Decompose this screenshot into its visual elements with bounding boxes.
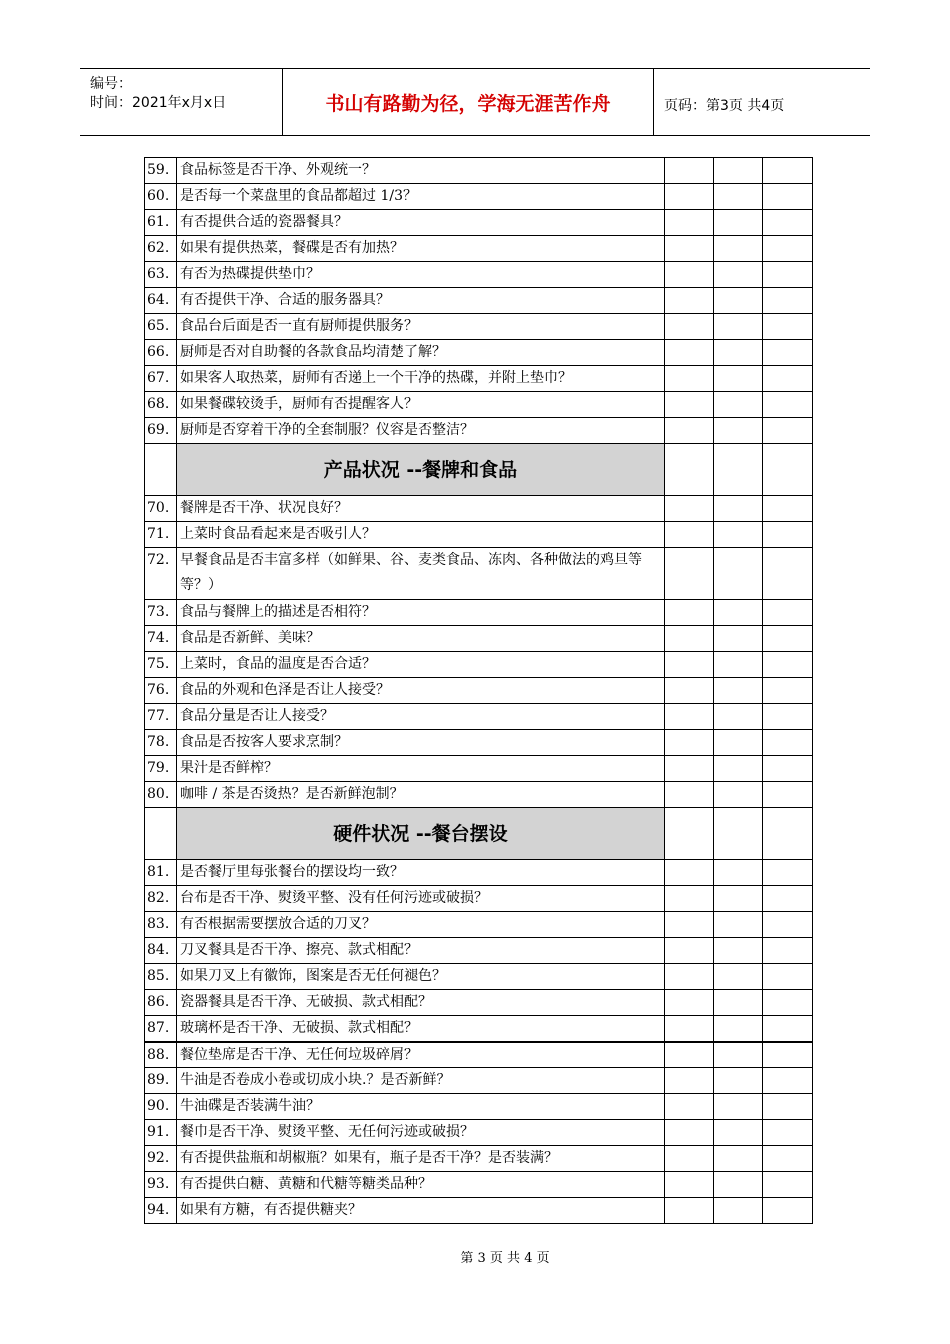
table-row bbox=[145, 912, 813, 938]
check-cell bbox=[714, 444, 763, 496]
check-cell[interactable] bbox=[763, 886, 813, 912]
item-number: 88. bbox=[145, 1042, 177, 1068]
check-cell[interactable] bbox=[665, 756, 714, 782]
item-number: 91. bbox=[145, 1120, 177, 1146]
check-cell[interactable] bbox=[665, 1094, 714, 1120]
check-cell[interactable] bbox=[714, 600, 763, 626]
check-cell[interactable] bbox=[763, 1016, 813, 1042]
table-row bbox=[145, 600, 813, 626]
item-question: 果汁是否鲜榨？ bbox=[177, 756, 665, 782]
check-cell[interactable] bbox=[763, 1068, 813, 1094]
item-question: 有否根据需要摆放合适的刀叉？ bbox=[177, 912, 665, 938]
item-number: 68. bbox=[145, 392, 177, 418]
check-cell bbox=[665, 808, 714, 860]
item-number: 60. bbox=[145, 184, 177, 210]
table-row bbox=[145, 860, 813, 886]
check-cell[interactable] bbox=[763, 782, 813, 808]
check-cell[interactable] bbox=[714, 210, 763, 236]
item-question: 牛油是否卷成小卷或切成小块.？是否新鲜？ bbox=[177, 1068, 665, 1094]
check-cell[interactable] bbox=[714, 158, 763, 184]
item-question: 如果刀叉上有徽饰，图案是否无任何褪色？ bbox=[177, 964, 665, 990]
check-cell[interactable] bbox=[714, 756, 763, 782]
checklist-table bbox=[144, 157, 813, 1224]
check-cell[interactable] bbox=[714, 496, 763, 522]
check-cell[interactable] bbox=[665, 1172, 714, 1198]
item-question: 有否为热碟提供垫巾？ bbox=[177, 262, 665, 288]
item-question: 是否餐厅里每张餐台的摆设均一致？ bbox=[177, 860, 665, 886]
check-cell[interactable] bbox=[714, 964, 763, 990]
section-heading: 硬件状况 --餐台摆设 bbox=[177, 808, 665, 860]
check-cell[interactable] bbox=[665, 600, 714, 626]
item-question: 刀叉餐具是否干净、擦亮、款式相配？ bbox=[177, 938, 665, 964]
item-question: 厨师是否对自助餐的各款食品均清楚了解？ bbox=[177, 340, 665, 366]
table-row bbox=[145, 938, 813, 964]
table-row bbox=[145, 886, 813, 912]
table-row bbox=[145, 340, 813, 366]
header-info-cell bbox=[80, 69, 283, 135]
item-question: 食品是否按客人要求烹制？ bbox=[177, 730, 665, 756]
check-cell[interactable] bbox=[763, 964, 813, 990]
check-cell[interactable] bbox=[665, 1042, 714, 1068]
item-number: 86. bbox=[145, 990, 177, 1016]
check-cell[interactable] bbox=[763, 1094, 813, 1120]
date-label: 时间：2021年x月x日 bbox=[90, 95, 227, 111]
item-question: 有否提供盐瓶和胡椒瓶？如果有，瓶子是否干净？是否装满？ bbox=[177, 1146, 665, 1172]
check-cell[interactable] bbox=[714, 1042, 763, 1068]
check-cell[interactable] bbox=[763, 626, 813, 652]
check-cell[interactable] bbox=[763, 730, 813, 756]
table-row bbox=[145, 678, 813, 704]
item-number: 74. bbox=[145, 626, 177, 652]
check-cell[interactable] bbox=[763, 288, 813, 314]
check-cell[interactable] bbox=[714, 860, 763, 886]
table-row bbox=[145, 418, 813, 444]
item-number: 90. bbox=[145, 1094, 177, 1120]
check-cell[interactable] bbox=[763, 860, 813, 886]
item-number: 93. bbox=[145, 1172, 177, 1198]
item-number: 83. bbox=[145, 912, 177, 938]
section-heading: 产品状况 --餐牌和食品 bbox=[177, 444, 665, 496]
check-cell[interactable] bbox=[714, 184, 763, 210]
table-row bbox=[145, 1068, 813, 1094]
item-question: 早餐食品是否丰富多样（如鲜果、谷、麦类食品、冻肉、各种做法的鸡旦等等？） bbox=[177, 548, 665, 600]
table-row bbox=[145, 1120, 813, 1146]
check-cell[interactable] bbox=[714, 1068, 763, 1094]
item-question: 如果客人取热菜，厨师有否递上一个干净的热碟，并附上垫巾？ bbox=[177, 366, 665, 392]
item-number: 80. bbox=[145, 782, 177, 808]
item-question: 食品是否新鲜、美味？ bbox=[177, 626, 665, 652]
check-cell[interactable] bbox=[665, 730, 714, 756]
item-number: 71. bbox=[145, 522, 177, 548]
check-cell bbox=[763, 444, 813, 496]
check-cell[interactable] bbox=[714, 912, 763, 938]
table-row bbox=[145, 496, 813, 522]
check-cell[interactable] bbox=[763, 236, 813, 262]
item-number: 78. bbox=[145, 730, 177, 756]
table-row bbox=[145, 522, 813, 548]
item-question: 玻璃杯是否干净、无破损、款式相配？ bbox=[177, 1016, 665, 1042]
check-cell[interactable] bbox=[665, 314, 714, 340]
check-cell[interactable] bbox=[763, 392, 813, 418]
check-cell[interactable] bbox=[763, 1172, 813, 1198]
check-cell[interactable] bbox=[714, 1198, 763, 1224]
check-cell[interactable] bbox=[665, 886, 714, 912]
check-cell[interactable] bbox=[714, 340, 763, 366]
item-question: 食品分量是否让人接受？ bbox=[177, 704, 665, 730]
check-cell[interactable] bbox=[714, 392, 763, 418]
check-cell[interactable] bbox=[763, 548, 813, 600]
check-cell[interactable] bbox=[763, 340, 813, 366]
check-cell[interactable] bbox=[665, 392, 714, 418]
check-cell[interactable] bbox=[763, 678, 813, 704]
check-cell[interactable] bbox=[714, 938, 763, 964]
check-cell[interactable] bbox=[714, 1094, 763, 1120]
table-row bbox=[145, 626, 813, 652]
item-number: 65. bbox=[145, 314, 177, 340]
table-row bbox=[145, 1198, 813, 1224]
check-cell[interactable] bbox=[714, 262, 763, 288]
check-cell[interactable] bbox=[714, 548, 763, 600]
check-cell[interactable] bbox=[665, 1068, 714, 1094]
section-number-cell bbox=[145, 808, 177, 860]
item-number: 81. bbox=[145, 860, 177, 886]
check-cell[interactable] bbox=[665, 418, 714, 444]
item-number: 82. bbox=[145, 886, 177, 912]
check-cell[interactable] bbox=[763, 1146, 813, 1172]
table-row bbox=[145, 548, 813, 600]
section-row bbox=[145, 808, 813, 860]
item-question: 瓷器餐具是否干净、无破损、款式相配？ bbox=[177, 990, 665, 1016]
item-question: 上菜时食品看起来是否吸引人？ bbox=[177, 522, 665, 548]
item-number: 92. bbox=[145, 1146, 177, 1172]
check-cell bbox=[763, 808, 813, 860]
item-question: 牛油碟是否装满牛油？ bbox=[177, 1094, 665, 1120]
check-cell[interactable] bbox=[714, 782, 763, 808]
check-cell[interactable] bbox=[714, 704, 763, 730]
check-cell[interactable] bbox=[714, 418, 763, 444]
item-number: 85. bbox=[145, 964, 177, 990]
item-number: 77. bbox=[145, 704, 177, 730]
checklist-body bbox=[145, 158, 813, 1224]
item-number: 62. bbox=[145, 236, 177, 262]
item-question: 台布是否干净、熨烫平整、没有任何污迹或破损？ bbox=[177, 886, 665, 912]
check-cell[interactable] bbox=[665, 236, 714, 262]
check-cell[interactable] bbox=[665, 1120, 714, 1146]
item-number: 67. bbox=[145, 366, 177, 392]
item-question: 咖啡 / 茶是否烫热？是否新鲜泡制？ bbox=[177, 782, 665, 808]
table-row bbox=[145, 756, 813, 782]
check-cell[interactable] bbox=[714, 1120, 763, 1146]
check-cell[interactable] bbox=[665, 158, 714, 184]
check-cell[interactable] bbox=[665, 184, 714, 210]
table-row bbox=[145, 730, 813, 756]
item-number: 61. bbox=[145, 210, 177, 236]
check-cell[interactable] bbox=[763, 1042, 813, 1068]
motto: 书山有路勤为径，学海无涯苦作舟 bbox=[283, 69, 654, 135]
table-row bbox=[145, 652, 813, 678]
item-number: 63. bbox=[145, 262, 177, 288]
table-row bbox=[145, 236, 813, 262]
check-cell[interactable] bbox=[763, 158, 813, 184]
check-cell[interactable] bbox=[714, 366, 763, 392]
check-cell[interactable] bbox=[714, 522, 763, 548]
item-question: 如果有提供热菜，餐碟是否有加热？ bbox=[177, 236, 665, 262]
page-indicator: 页码：第3页 共4页 bbox=[664, 98, 785, 114]
item-question: 餐巾是否干净、熨烫平整、无任何污迹或破损？ bbox=[177, 1120, 665, 1146]
check-cell[interactable] bbox=[665, 626, 714, 652]
table-row bbox=[145, 990, 813, 1016]
table-row bbox=[145, 210, 813, 236]
number-label: 编号： bbox=[90, 76, 132, 92]
table-row bbox=[145, 392, 813, 418]
table-row bbox=[145, 366, 813, 392]
check-cell[interactable] bbox=[763, 1120, 813, 1146]
table-row bbox=[145, 1094, 813, 1120]
check-cell[interactable] bbox=[665, 210, 714, 236]
item-question: 是否每一个菜盘里的食品都超过 1/3？ bbox=[177, 184, 665, 210]
check-cell[interactable] bbox=[714, 1016, 763, 1042]
item-question: 有否提供合适的瓷器餐具？ bbox=[177, 210, 665, 236]
check-cell[interactable] bbox=[714, 678, 763, 704]
check-cell[interactable] bbox=[665, 548, 714, 600]
item-question: 厨师是否穿着干净的全套制服？仪容是否整洁？ bbox=[177, 418, 665, 444]
table-row bbox=[145, 1042, 813, 1068]
check-cell[interactable] bbox=[763, 1198, 813, 1224]
section-number-cell bbox=[145, 444, 177, 496]
item-number: 89. bbox=[145, 1068, 177, 1094]
table-row bbox=[145, 1016, 813, 1042]
item-number: 87. bbox=[145, 1016, 177, 1042]
item-question: 餐牌是否干净、状况良好？ bbox=[177, 496, 665, 522]
page-header bbox=[80, 68, 870, 136]
check-cell[interactable] bbox=[665, 964, 714, 990]
page-footer: 第 3 页 共 4 页 bbox=[460, 1251, 550, 1266]
check-cell[interactable] bbox=[763, 210, 813, 236]
check-cell[interactable] bbox=[763, 522, 813, 548]
check-cell[interactable] bbox=[665, 1146, 714, 1172]
item-number: 94. bbox=[145, 1198, 177, 1224]
item-number: 72. bbox=[145, 548, 177, 600]
check-cell[interactable] bbox=[763, 912, 813, 938]
table-row bbox=[145, 288, 813, 314]
item-question: 食品与餐牌上的描述是否相符？ bbox=[177, 600, 665, 626]
check-cell[interactable] bbox=[665, 496, 714, 522]
check-cell[interactable] bbox=[763, 756, 813, 782]
check-cell[interactable] bbox=[665, 860, 714, 886]
check-cell[interactable] bbox=[714, 288, 763, 314]
check-cell[interactable] bbox=[714, 652, 763, 678]
table-row bbox=[145, 184, 813, 210]
item-number: 64. bbox=[145, 288, 177, 314]
item-number: 66. bbox=[145, 340, 177, 366]
check-cell bbox=[665, 444, 714, 496]
check-cell[interactable] bbox=[665, 366, 714, 392]
check-cell[interactable] bbox=[714, 626, 763, 652]
check-cell[interactable] bbox=[665, 704, 714, 730]
check-cell[interactable] bbox=[665, 990, 714, 1016]
check-cell[interactable] bbox=[763, 184, 813, 210]
item-number: 76. bbox=[145, 678, 177, 704]
item-number: 79. bbox=[145, 756, 177, 782]
check-cell[interactable] bbox=[763, 496, 813, 522]
check-cell[interactable] bbox=[763, 652, 813, 678]
check-cell[interactable] bbox=[665, 1198, 714, 1224]
item-question: 食品的外观和色泽是否让人接受？ bbox=[177, 678, 665, 704]
item-number: 59. bbox=[145, 158, 177, 184]
check-cell[interactable] bbox=[763, 990, 813, 1016]
item-question: 食品台后面是否一直有厨师提供服务？ bbox=[177, 314, 665, 340]
section-row bbox=[145, 444, 813, 496]
item-question: 有否提供白糖、黄糖和代糖等糖类品种？ bbox=[177, 1172, 665, 1198]
item-question: 如果餐碟较烫手，厨师有否提醒客人？ bbox=[177, 392, 665, 418]
check-cell[interactable] bbox=[763, 938, 813, 964]
item-question: 如果有方糖，有否提供糖夹？ bbox=[177, 1198, 665, 1224]
check-cell bbox=[714, 808, 763, 860]
item-question: 有否提供干净、合适的服务器具？ bbox=[177, 288, 665, 314]
item-number: 73. bbox=[145, 600, 177, 626]
check-cell[interactable] bbox=[665, 340, 714, 366]
check-cell[interactable] bbox=[763, 418, 813, 444]
item-number: 70. bbox=[145, 496, 177, 522]
check-cell[interactable] bbox=[665, 782, 714, 808]
check-cell[interactable] bbox=[763, 262, 813, 288]
table-row bbox=[145, 704, 813, 730]
check-cell[interactable] bbox=[665, 652, 714, 678]
item-question: 餐位垫席是否干净、无任何垃圾碎屑？ bbox=[177, 1042, 665, 1068]
check-cell[interactable] bbox=[763, 600, 813, 626]
check-cell[interactable] bbox=[665, 522, 714, 548]
table-row bbox=[145, 262, 813, 288]
table-row bbox=[145, 314, 813, 340]
check-cell[interactable] bbox=[714, 1146, 763, 1172]
item-question: 上菜时，食品的温度是否合适？ bbox=[177, 652, 665, 678]
table-row bbox=[145, 782, 813, 808]
check-cell[interactable] bbox=[665, 912, 714, 938]
item-question: 食品标签是否干净、外观统一？ bbox=[177, 158, 665, 184]
check-cell[interactable] bbox=[714, 730, 763, 756]
check-cell[interactable] bbox=[763, 704, 813, 730]
item-number: 75. bbox=[145, 652, 177, 678]
check-cell[interactable] bbox=[763, 366, 813, 392]
check-cell[interactable] bbox=[665, 262, 714, 288]
table-row bbox=[145, 1172, 813, 1198]
check-cell[interactable] bbox=[763, 314, 813, 340]
check-cell[interactable] bbox=[714, 236, 763, 262]
check-cell[interactable] bbox=[714, 314, 763, 340]
table-row bbox=[145, 964, 813, 990]
check-cell[interactable] bbox=[714, 886, 763, 912]
table-row bbox=[145, 158, 813, 184]
item-number: 84. bbox=[145, 938, 177, 964]
check-cell[interactable] bbox=[665, 678, 714, 704]
check-cell[interactable] bbox=[665, 1016, 714, 1042]
check-cell[interactable] bbox=[665, 288, 714, 314]
table-row bbox=[145, 1146, 813, 1172]
check-cell[interactable] bbox=[665, 938, 714, 964]
check-cell[interactable] bbox=[714, 990, 763, 1016]
check-cell[interactable] bbox=[714, 1172, 763, 1198]
item-number: 69. bbox=[145, 418, 177, 444]
